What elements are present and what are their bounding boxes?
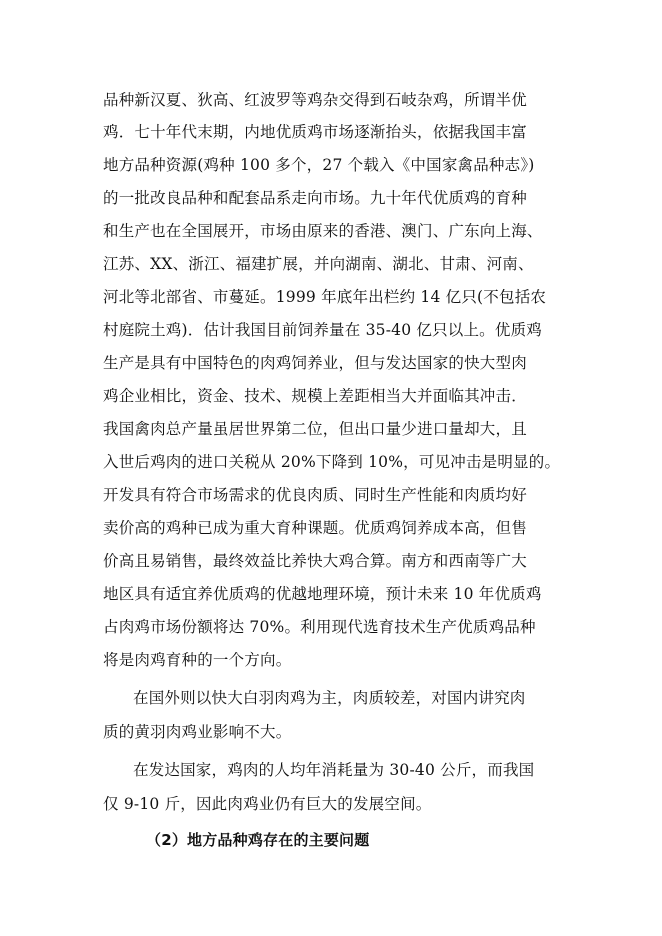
text-line: 鸡．七十年代末期，内地优质鸡市场逐渐抬头，依据我国丰富 <box>103 123 527 141</box>
text-line: 在发达国家，鸡肉的人均年消耗量为 30-40 公斤，而我国 <box>133 761 535 779</box>
text-line: 品种新汉夏、狄高、红波罗等鸡杂交得到石岐杂鸡，所谓半优 <box>103 91 527 109</box>
text-line: 地区具有适宜养优质鸡的优越地理环境，预计未来 10 年优质鸡 <box>103 585 542 603</box>
text-line: 价高且易销售，最终效益比养快大鸡合算。南方和西南等广大 <box>103 552 527 570</box>
text-line: 在国外则以快大白羽肉鸡为主，肉质较差，对国内讲究肉 <box>133 689 526 707</box>
text-line: 村庭院土鸡)．估计我国目前饲养量在 35-40 亿只以上。优质鸡 <box>103 321 542 339</box>
text-line: 江苏、XX、浙江、福建扩展，并向湖南、湖北、甘肃、河南、 <box>103 255 534 273</box>
section-heading: （2）地方品种鸡存在的主要问题 <box>146 831 370 849</box>
text-line: 鸡企业相比，资金、技术、规模上差距相当大并面临其冲击． <box>103 387 527 405</box>
text-line: 我国禽肉总产量虽居世界第二位，但出口量少进口量却大，且 <box>103 420 527 438</box>
text-line: 的一批改良品种和配套品系走向市场。九十年代优质鸡的育种 <box>103 189 527 207</box>
text-line: 地方品种资源(鸡种 100 多个，27 个载入《中国家禽品种志》) <box>103 156 535 174</box>
text-line: 入世后鸡肉的进口关税从 20%下降到 10%，可见冲击是明显的。 <box>103 453 561 471</box>
text-line: 河北等北部省、市蔓延。1999 年底年出栏约 14 亿只(不包括农 <box>103 288 547 306</box>
text-line: 生产是具有中国特色的肉鸡饲养业，但与发达国家的快大型肉 <box>103 354 527 372</box>
text-line: 和生产也在全国展开，市场由原来的香港、澳门、广东向上海、 <box>103 222 543 240</box>
text-line: 仅 9-10 斤，因此肉鸡业仍有巨大的发展空间。 <box>103 795 432 813</box>
text-line: 开发具有符合市场需求的优良肉质、同时生产性能和肉质均好 <box>103 486 527 504</box>
text-line: 质的黄羽肉鸡业影响不大。 <box>103 723 292 741</box>
text-line: 将是肉鸡育种的一个方向。 <box>103 651 292 669</box>
text-line: 占肉鸡市场份额将达 70%。利用现代选育技术生产优质鸡品种 <box>103 618 536 636</box>
text-line: 卖价高的鸡种已成为重大育种课题。优质鸡饲养成本高，但售 <box>103 519 527 537</box>
